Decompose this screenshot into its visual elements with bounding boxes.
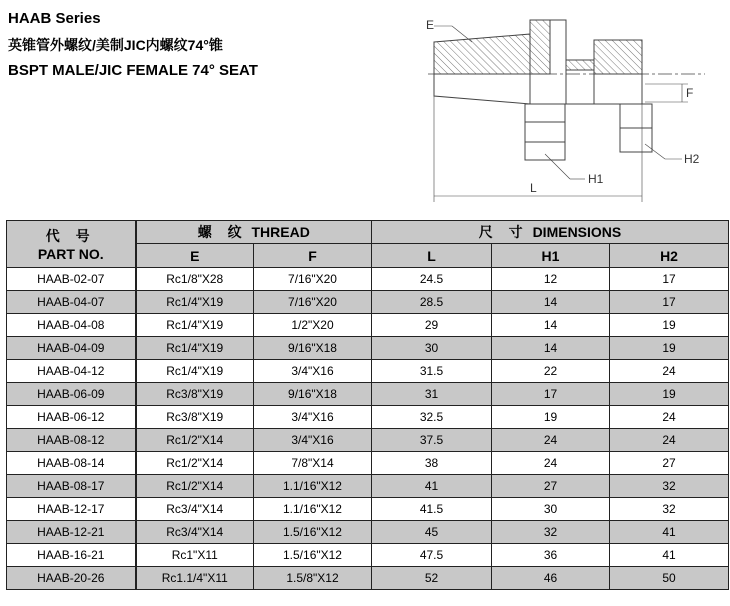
cell-h2: 50 — [610, 567, 729, 590]
part-no-header-cn: 代 号 — [45, 228, 96, 244]
cell-h2: 17 — [610, 268, 729, 291]
cell-e: Rc1"X11 — [136, 544, 254, 567]
label-h1: H1 — [588, 172, 604, 186]
cell-f: 1/2"X20 — [254, 314, 372, 337]
cell-e: Rc3/4"X14 — [136, 521, 254, 544]
cell-f: 1.5/16"X12 — [254, 521, 372, 544]
table-row — [7, 337, 729, 360]
cell-l: 52 — [372, 567, 492, 590]
cell-part: HAAB-08-17 — [7, 475, 136, 498]
table-row — [7, 291, 729, 314]
thread-header-cn: 螺 纹 — [197, 224, 248, 240]
cell-part: HAAB-02-07 — [7, 268, 136, 291]
cell-e: Rc3/8"X19 — [136, 383, 254, 406]
table-row — [7, 406, 729, 429]
col-header-h2: H2 — [610, 244, 729, 268]
cell-e: Rc1/2"X14 — [136, 429, 254, 452]
cell-e: Rc1/2"X14 — [136, 475, 254, 498]
cell-h1: 24 — [492, 452, 610, 475]
cell-part: HAAB-04-08 — [7, 314, 136, 337]
cell-f: 1.1/16"X12 — [254, 498, 372, 521]
table-row — [7, 429, 729, 452]
cell-part: HAAB-20-26 — [7, 567, 136, 590]
cell-h1: 19 — [492, 406, 610, 429]
cell-part: HAAB-16-21 — [7, 544, 136, 567]
cell-h2: 24 — [610, 406, 729, 429]
cell-h2: 19 — [610, 383, 729, 406]
cell-f: 7/16"X20 — [254, 291, 372, 314]
cell-l: 31.5 — [372, 360, 492, 383]
table-row — [7, 498, 729, 521]
cell-l: 45 — [372, 521, 492, 544]
table-row — [7, 521, 729, 544]
cell-f: 3/4"X16 — [254, 406, 372, 429]
cell-l: 28.5 — [372, 291, 492, 314]
dimensions-header-en: DIMENSIONS — [532, 224, 622, 240]
chinese-title: 英锥管外螺纹/美制JIC内螺纹74°锥 — [8, 37, 223, 53]
cell-e: Rc3/8"X19 — [136, 406, 254, 429]
cell-l: 38 — [372, 452, 492, 475]
cell-h2: 24 — [610, 429, 729, 452]
cell-h1: 36 — [492, 544, 610, 567]
table-row — [7, 544, 729, 567]
col-header-e: E — [136, 244, 254, 268]
cell-l: 29 — [372, 314, 492, 337]
label-e: E — [426, 18, 435, 32]
cell-e: Rc1/4"X19 — [136, 360, 254, 383]
cell-l: 47.5 — [372, 544, 492, 567]
cell-l: 37.5 — [372, 429, 492, 452]
cell-h1: 24 — [492, 429, 610, 452]
label-l: L — [530, 181, 537, 195]
cell-e: Rc1/4"X19 — [136, 314, 254, 337]
dimensions-header-cn: 尺 寸 — [478, 224, 529, 240]
part-no-header — [7, 221, 136, 268]
cell-f: 1.5/16"X12 — [254, 544, 372, 567]
table-row — [7, 383, 729, 406]
cell-l: 41 — [372, 475, 492, 498]
cell-f: 7/16"X20 — [254, 268, 372, 291]
cell-h1: 30 — [492, 498, 610, 521]
cell-f: 1.5/8"X12 — [254, 567, 372, 590]
spec-table-body — [7, 268, 729, 590]
table-row — [7, 268, 729, 291]
cell-part: HAAB-08-12 — [7, 429, 136, 452]
cell-e: Rc1.1/4"X11 — [136, 567, 254, 590]
dimensions-header — [372, 221, 729, 244]
cell-e: Rc3/4"X14 — [136, 498, 254, 521]
cell-f: 3/4"X16 — [254, 429, 372, 452]
cell-h1: 32 — [492, 521, 610, 544]
cell-part: HAAB-06-12 — [7, 406, 136, 429]
table-row — [7, 360, 729, 383]
thread-header-en: THREAD — [251, 224, 310, 240]
cell-h2: 19 — [610, 314, 729, 337]
cell-f: 9/16"X18 — [254, 383, 372, 406]
cell-e: Rc1/4"X19 — [136, 291, 254, 314]
cell-h1: 27 — [492, 475, 610, 498]
cell-h2: 32 — [610, 498, 729, 521]
english-title: BSPT MALE/JIC FEMALE 74° SEAT — [8, 62, 258, 79]
cell-f: 3/4"X16 — [254, 360, 372, 383]
cell-h2: 17 — [610, 291, 729, 314]
fitting-technical-drawing — [420, 4, 710, 210]
table-row — [7, 475, 729, 498]
cell-h1: 12 — [492, 268, 610, 291]
cell-part: HAAB-08-14 — [7, 452, 136, 475]
cell-e: Rc1/2"X14 — [136, 452, 254, 475]
cell-part: HAAB-06-09 — [7, 383, 136, 406]
label-h2: H2 — [684, 152, 700, 166]
col-header-l: L — [372, 244, 492, 268]
cell-f: 1.1/16"X12 — [254, 475, 372, 498]
cell-e: Rc1/4"X19 — [136, 337, 254, 360]
cell-part: HAAB-04-12 — [7, 360, 136, 383]
cell-h2: 19 — [610, 337, 729, 360]
cell-h2: 27 — [610, 452, 729, 475]
cell-h1: 46 — [492, 567, 610, 590]
cell-part: HAAB-04-07 — [7, 291, 136, 314]
cell-l: 41.5 — [372, 498, 492, 521]
cell-l: 24.5 — [372, 268, 492, 291]
cell-h1: 22 — [492, 360, 610, 383]
cell-part: HAAB-12-17 — [7, 498, 136, 521]
part-no-header-en: PART NO. — [37, 246, 104, 262]
cell-h2: 32 — [610, 475, 729, 498]
cell-e: Rc1/8"X28 — [136, 268, 254, 291]
table-row — [7, 452, 729, 475]
col-header-f: F — [254, 244, 372, 268]
col-header-h1: H1 — [492, 244, 610, 268]
cell-h2: 41 — [610, 521, 729, 544]
cell-h1: 14 — [492, 314, 610, 337]
cell-h1: 14 — [492, 291, 610, 314]
cell-f: 7/8"X14 — [254, 452, 372, 475]
cell-l: 32.5 — [372, 406, 492, 429]
document-header — [8, 6, 258, 84]
series-title: HAAB Series — [8, 10, 101, 27]
table-row — [7, 314, 729, 337]
cell-h2: 24 — [610, 360, 729, 383]
cell-h2: 41 — [610, 544, 729, 567]
cell-f: 9/16"X18 — [254, 337, 372, 360]
cell-part: HAAB-12-21 — [7, 521, 136, 544]
cell-h1: 14 — [492, 337, 610, 360]
cell-l: 30 — [372, 337, 492, 360]
cell-part: HAAB-04-09 — [7, 337, 136, 360]
spec-table — [6, 220, 729, 590]
cell-h1: 17 — [492, 383, 610, 406]
thread-header — [136, 221, 372, 244]
cell-l: 31 — [372, 383, 492, 406]
label-f: F — [686, 86, 694, 100]
table-row — [7, 567, 729, 590]
